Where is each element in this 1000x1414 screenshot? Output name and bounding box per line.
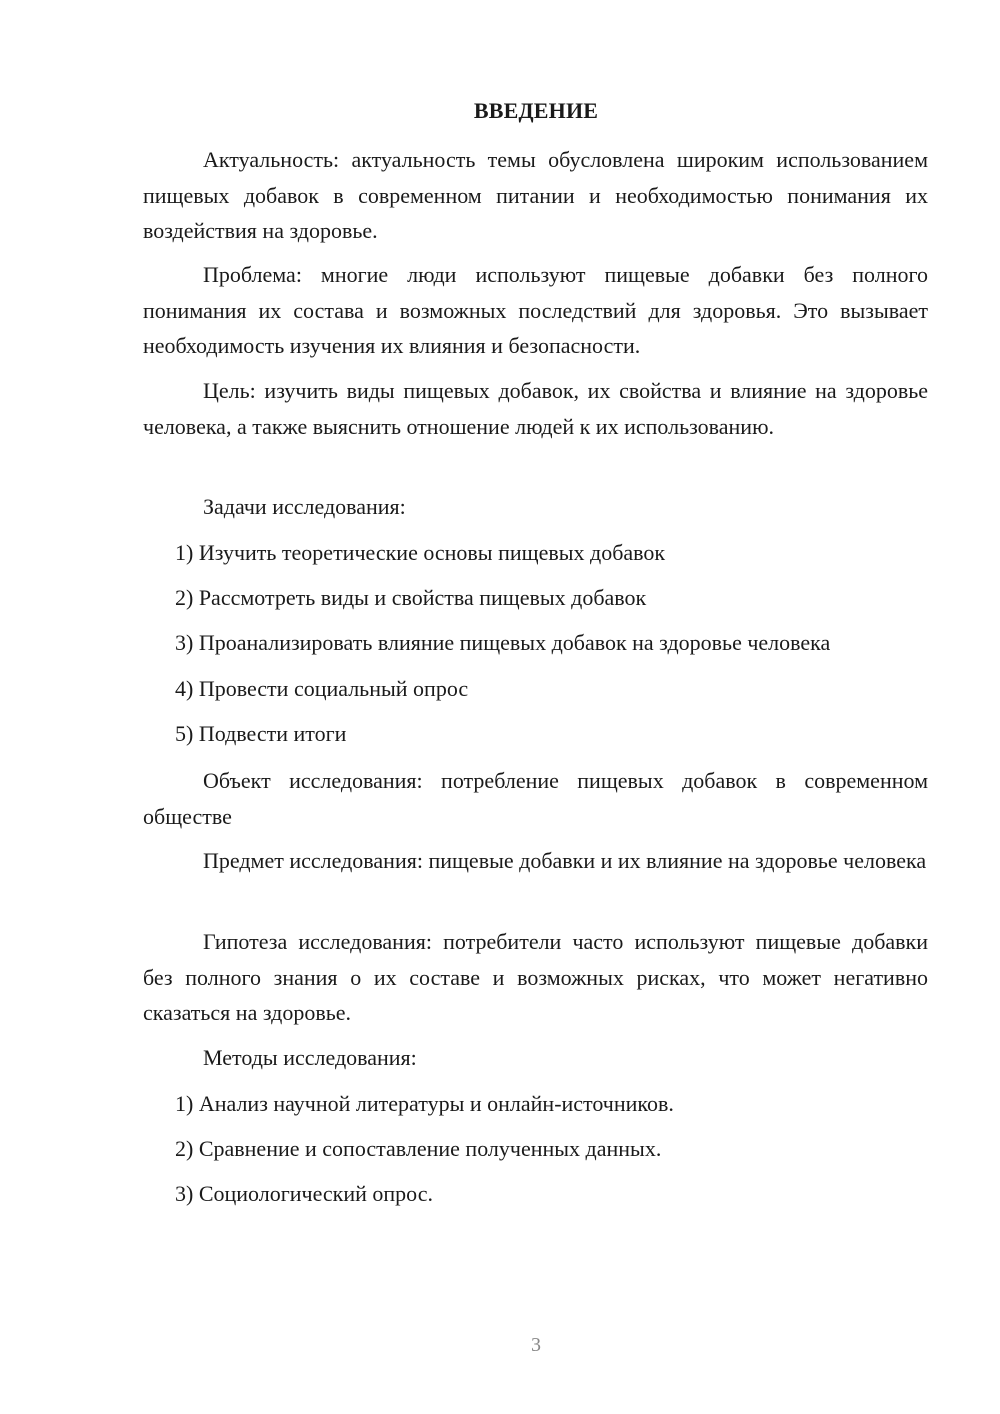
list-item: 3) Социологический опрос. — [175, 1181, 433, 1206]
methods-item-2 — [143, 1131, 928, 1167]
methods-heading-text: Методы исследования: — [203, 1045, 417, 1070]
tasks-heading-text: Задачи исследования: — [203, 494, 406, 519]
list-item: 5) Подвести итоги — [175, 721, 347, 746]
list-item: 1) Изучить теоретические основы пищевых добавок — [175, 540, 666, 565]
methods-item-3 — [143, 1176, 928, 1212]
object-text: Объект исследования: потребление пищевых добавок в современном обществе — [143, 768, 928, 829]
tasks-heading — [143, 489, 928, 525]
list-item: 4) Провести социальный опрос — [175, 676, 469, 701]
tasks-item-2 — [143, 580, 928, 616]
page-number: 3 — [531, 1334, 541, 1356]
subject-text: Предмет исследования: пищевые добавки и их влияние на здоровье человека — [203, 848, 927, 873]
methods-item-1 — [143, 1086, 928, 1122]
relevance-text: Актуальность: актуальность темы обусловлена широким использованием пищевых добавок в современном питании и необходимостью понимания их воздействия на здоровье. — [143, 147, 928, 243]
methods-heading — [143, 1040, 928, 1076]
object-paragraph — [143, 763, 928, 834]
problem-paragraph — [143, 257, 928, 364]
page-title: ВВЕДЕНИЕ — [473, 98, 599, 123]
list-item: 3) Проанализировать влияние пищевых добавок на здоровье человека — [175, 630, 831, 655]
goal-text: Цель: изучить виды пищевых добавок, их свойства и влияние на здоровье человека, а также выяснить отношение людей к их использованию. — [143, 378, 928, 439]
list-item: 2) Сравнение и сопоставление полученных данных. — [175, 1136, 662, 1161]
relevance-paragraph — [143, 142, 928, 249]
goal-paragraph — [143, 373, 928, 444]
subject-paragraph — [143, 843, 928, 879]
tasks-item-1 — [143, 535, 928, 571]
list-item: 1) Анализ научной литературы и онлайн-источников. — [175, 1091, 674, 1116]
hypothesis-paragraph — [143, 924, 928, 1031]
hypothesis-text: Гипотеза исследования: потребители часто используют пищевые добавки без полного знания о их составе и возможных рисках, что может негативно сказаться на здоровье. — [143, 929, 928, 1025]
problem-text: Проблема: многие люди используют пищевые добавки без полного понимания их состава и возможных последствий для здоровья. Это вызывает необходимость изучения их влияния и безопасности. — [143, 262, 928, 358]
tasks-item-4 — [143, 671, 928, 707]
tasks-item-5 — [143, 716, 928, 752]
tasks-item-3 — [143, 625, 928, 661]
list-item: 2) Рассмотреть виды и свойства пищевых добавок — [175, 585, 647, 610]
